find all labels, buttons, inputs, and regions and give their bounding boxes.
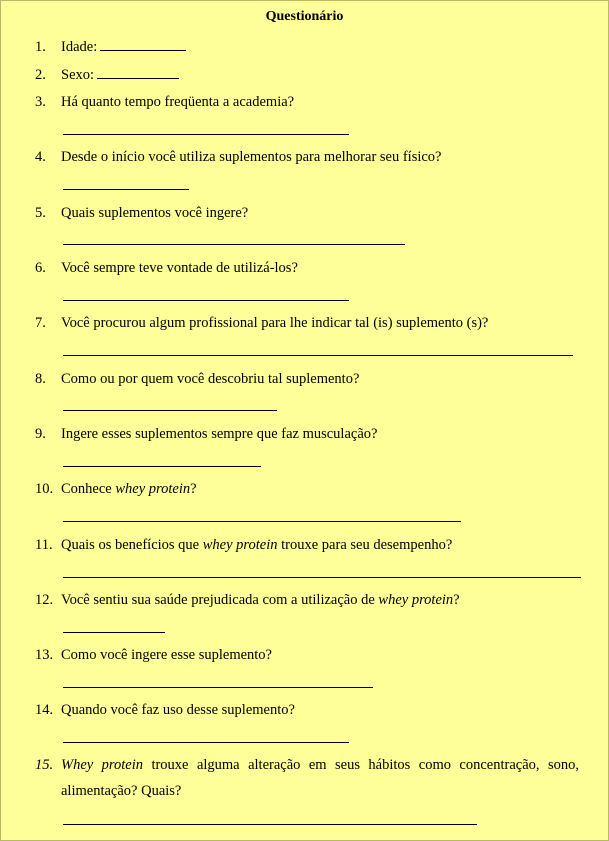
question-text: Ingere esses suplementos sempre que faz musculação?: [61, 426, 378, 442]
answer-blank[interactable]: [100, 37, 186, 51]
question-12: [1, 590, 608, 610]
question-text: Sexo:: [61, 65, 179, 85]
question-text: Desde o início você utiliza suplementos para melhorar seu físico?: [61, 149, 442, 165]
answer-line[interactable]: [63, 410, 277, 411]
question-number: 7.: [35, 315, 46, 331]
answer-line[interactable]: [63, 300, 349, 301]
answer-blank[interactable]: [97, 65, 179, 79]
question-text: Como ou por quem você descobriu tal suplemento?: [61, 371, 360, 387]
answer-line[interactable]: [63, 742, 349, 743]
question-number: 12.: [35, 592, 54, 608]
question-5: [1, 203, 608, 223]
question-4: [1, 147, 608, 167]
answer-line[interactable]: [63, 521, 461, 522]
question-text: alimentação? Quais?: [61, 783, 182, 799]
question-text: Como você ingere esse suplemento?: [61, 647, 272, 663]
question-text: Idade:: [61, 37, 186, 57]
question-number: 5.: [35, 205, 46, 221]
question-6: [1, 258, 608, 278]
answer-line[interactable]: [63, 134, 349, 135]
question-10: [1, 479, 608, 499]
question-text: Quais suplementos você ingere?: [61, 205, 249, 221]
questionnaire-title: Questionário: [265, 9, 344, 24]
question-9: [1, 424, 608, 444]
answer-line[interactable]: [63, 577, 581, 578]
question-number: 8.: [35, 371, 46, 387]
question-number: 6.: [35, 260, 46, 276]
question-text: Você sempre teve vontade de utilizá-los?: [61, 260, 298, 276]
question-15: [1, 755, 608, 775]
question-7: [1, 313, 608, 333]
question-number: 2.: [35, 67, 46, 83]
question-number: 13.: [35, 647, 54, 663]
question-text: Você procurou algum profissional para lhe indicar tal (is) suplemento (s)?: [61, 315, 489, 331]
question-11: [1, 535, 608, 555]
question-number: 4.: [35, 149, 46, 165]
answer-line[interactable]: [63, 189, 189, 190]
question-number: 1.: [35, 39, 46, 55]
question-number: 3.: [35, 94, 46, 110]
question-text: Quais os benefícios que whey protein trouxe para seu desempenho?: [61, 537, 453, 553]
question-text: Há quanto tempo freqüenta a academia?: [61, 94, 295, 110]
answer-line[interactable]: [63, 466, 261, 467]
question-1: [1, 37, 608, 57]
question-8: [1, 369, 608, 389]
question-number: 10.: [35, 481, 54, 497]
answer-line[interactable]: [63, 632, 165, 633]
question-13: [1, 645, 608, 665]
answer-line[interactable]: [63, 687, 373, 688]
answer-line[interactable]: [63, 244, 405, 245]
answer-line[interactable]: [63, 824, 477, 825]
question-text: Whey protein trouxe alguma alteração em seus hábitos como concentração, sono,: [61, 757, 579, 773]
question-text: Conhece whey protein?: [61, 481, 197, 497]
question-15-continued: [1, 781, 608, 801]
question-3: [1, 92, 608, 112]
question-number: 14.: [35, 702, 54, 718]
question-number: 9.: [35, 426, 46, 442]
question-number: 11.: [35, 537, 53, 553]
question-text: Quando você faz uso desse suplemento?: [61, 702, 295, 718]
question-number: 15.: [35, 757, 54, 773]
question-text: Você sentiu sua saúde prejudicada com a utilização de whey protein?: [61, 592, 460, 608]
question-14: [1, 700, 608, 720]
answer-line[interactable]: [63, 355, 573, 356]
question-2: [1, 65, 608, 85]
